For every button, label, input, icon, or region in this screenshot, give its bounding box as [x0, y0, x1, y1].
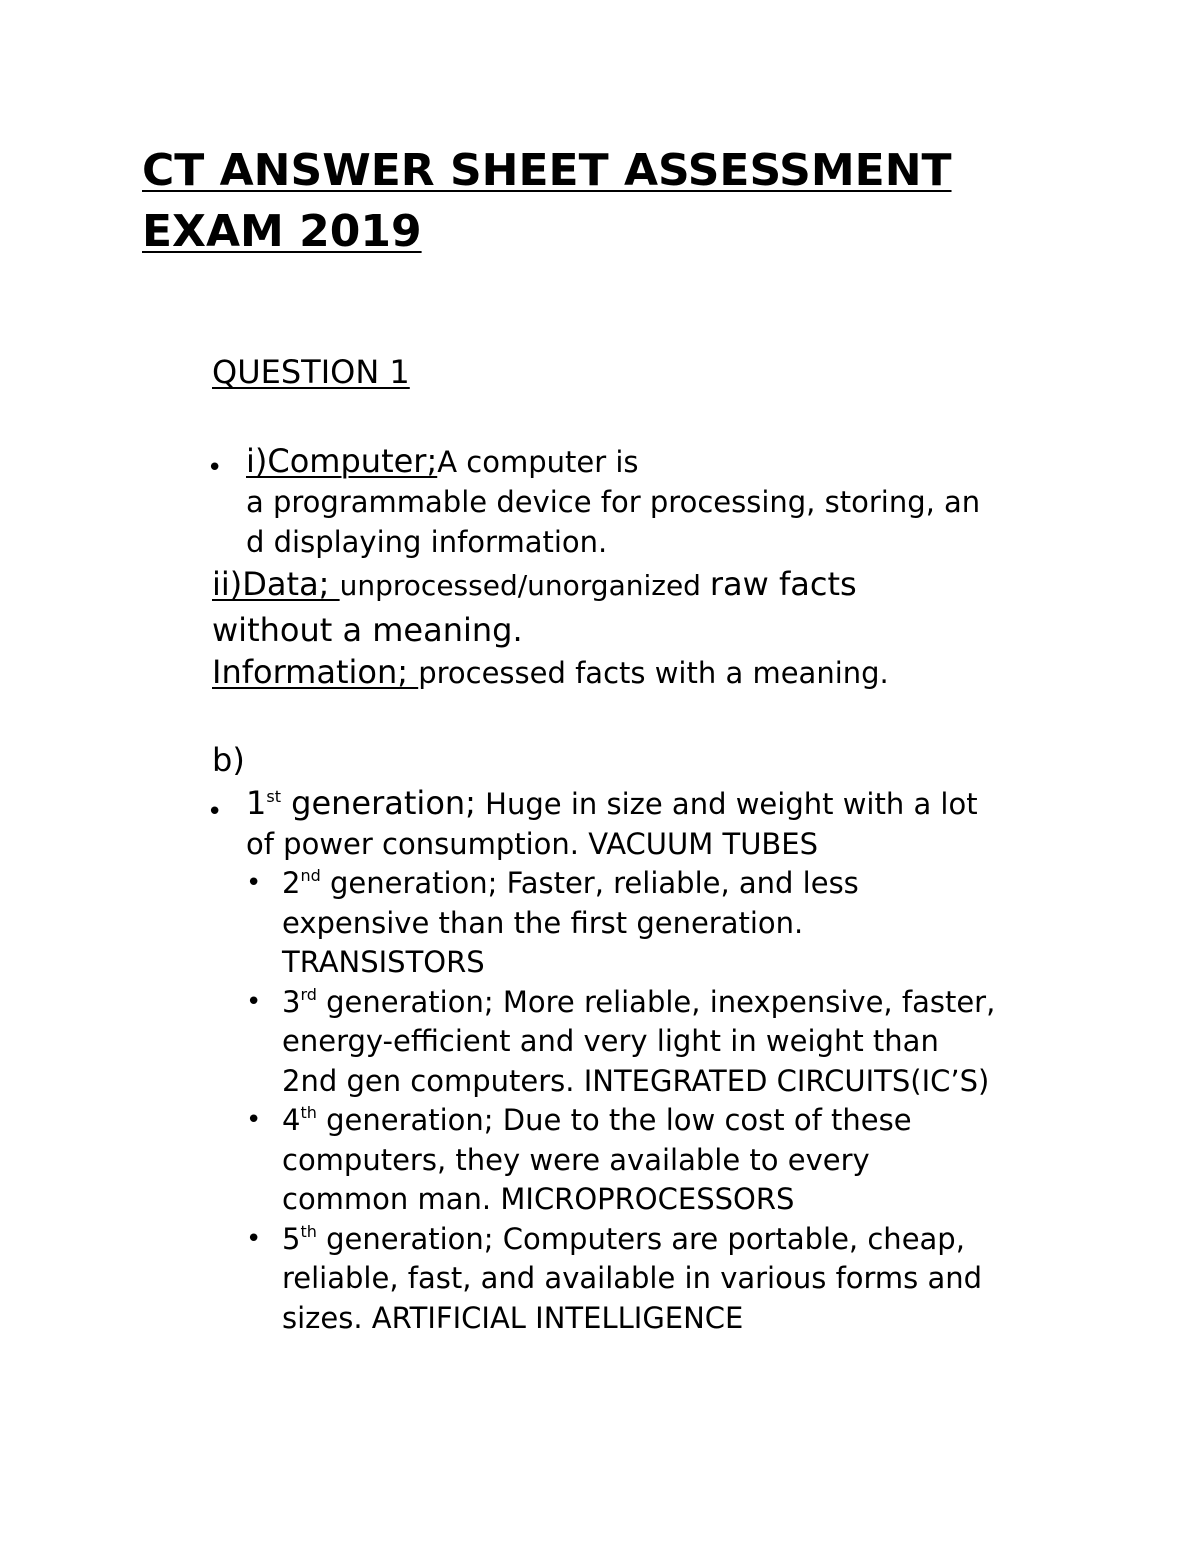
answer-information	[212, 650, 1092, 695]
part-b-heading: b)	[212, 741, 245, 779]
generation-list	[246, 864, 1106, 1338]
generation-line: computers, they were available to every	[282, 1142, 870, 1177]
bullet-icon: •	[246, 1105, 262, 1135]
generation-number: 5	[282, 1221, 301, 1256]
bullet-icon: •	[246, 1223, 262, 1254]
data-line-2: without a meaning.	[212, 611, 523, 649]
information-label: Information;	[212, 653, 419, 691]
generation-line: generation; More reliable, inexpensive, faster,	[316, 984, 996, 1019]
generation-item-2	[246, 864, 1106, 983]
answer-data	[212, 562, 1092, 652]
data-text-big: raw facts	[709, 565, 857, 603]
data-text-small: unprocessed/unorganized	[339, 569, 710, 602]
generation-line: energy-efficient and very light in weight than	[282, 1024, 939, 1058]
bullet-icon: •	[207, 797, 223, 827]
generation-suffix: rd	[300, 984, 317, 1004]
question-heading: QUESTION 1	[212, 353, 410, 391]
generation-heading: generation;	[280, 784, 476, 822]
generation-line: generation; Faster, reliable, and less	[320, 866, 859, 900]
data-label: ii)Data;	[212, 565, 340, 603]
bullet-icon: •	[246, 986, 262, 1017]
page-title	[142, 140, 1062, 262]
generation-item-5	[246, 1220, 1106, 1339]
bullet-icon: •	[246, 868, 262, 898]
generation-line: common man. MICROPROCESSORS	[282, 1182, 795, 1216]
generation-suffix: th	[300, 1103, 317, 1122]
computer-line-2: a programmable device for processing, storing, an	[246, 485, 981, 519]
generation-number: 2	[282, 866, 301, 900]
generation-line: generation; Due to the low cost of these	[316, 1103, 912, 1137]
answer-computer	[246, 441, 1126, 562]
generation-line: of power consumption. VACUUM TUBES	[246, 827, 819, 861]
computer-line-1: A computer is	[437, 445, 639, 479]
generation-suffix: st	[266, 787, 281, 806]
generation-suffix: th	[300, 1221, 317, 1241]
generation-number: 1	[246, 784, 267, 822]
computer-line-3: d displaying information.	[246, 525, 608, 559]
generation-item-4	[246, 1101, 1106, 1220]
computer-label: i)Computer;	[246, 442, 438, 480]
generation-line: sizes. ARTIFICIAL INTELLIGENCE	[282, 1300, 744, 1335]
generation-line: expensive than the first generation.	[282, 905, 804, 940]
generation-line: TRANSISTORS	[282, 945, 485, 979]
generation-line: Huge in size and weight with a lot	[475, 787, 978, 821]
title-line-2: EXAM 2019	[142, 206, 422, 257]
generation-number: 3	[282, 984, 301, 1019]
generation-item-3	[246, 983, 1106, 1102]
information-text: processed facts with a meaning.	[418, 656, 889, 690]
generation-suffix: nd	[300, 866, 321, 885]
generation-item-1	[246, 783, 1126, 864]
bullet-icon: •	[207, 453, 223, 483]
generation-number: 4	[282, 1103, 301, 1137]
generation-line: 2nd gen computers. INTEGRATED CIRCUITS(IC’S)	[282, 1063, 990, 1098]
title-line-1: CT ANSWER SHEET ASSESSMENT	[142, 145, 952, 196]
generation-line: generation; Computers are portable, cheap,	[316, 1221, 965, 1256]
generation-line: reliable, fast, and available in various forms and	[282, 1261, 983, 1295]
